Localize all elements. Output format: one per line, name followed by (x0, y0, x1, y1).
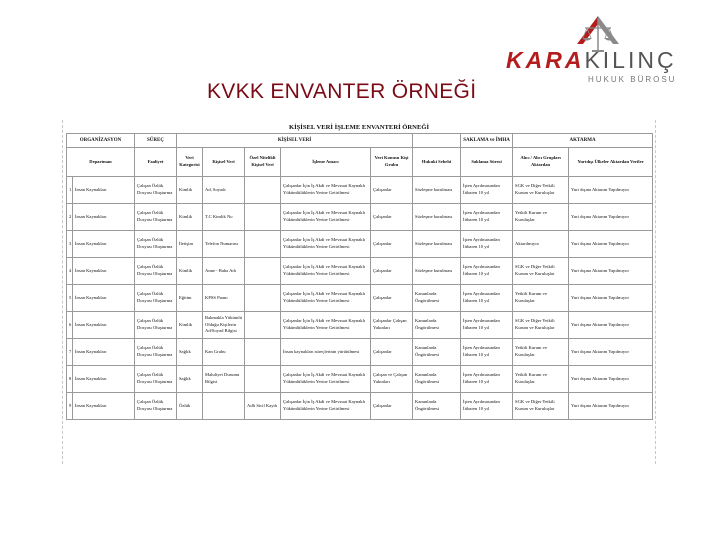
cell-subject-group: Çalışanlar (371, 393, 413, 420)
cell-activity: Çalışan Özlük Dosyası Oluşturma (135, 339, 177, 366)
cell-activity: Çalışan Özlük Dosyası Oluşturma (135, 285, 177, 312)
cell-department: İnsan Kaynakları (73, 231, 135, 258)
cell-abroad: Yurt dışına Aktarım Yapılmıyor (569, 204, 653, 231)
cell-abroad: Yurt dışına Aktarım Yapılmıyor (569, 312, 653, 339)
cell-retention: İşten Ayrılmasından İtibaren 10 yıl (461, 258, 513, 285)
cell-retention: İşten Ayrılmasından İtibaren 10 yıl (461, 339, 513, 366)
table-row (67, 312, 653, 339)
inventory-rows (67, 177, 653, 420)
document-title: KİŞİSEL VERİ İŞLEME ENVANTERİ ÖRNEĞİ (288, 124, 430, 131)
cell-legal-basis: Kanunlarda Öngörülmesi (413, 285, 461, 312)
cell-activity: Çalışan Özlük Dosyası Oluşturma (135, 366, 177, 393)
cell-personal-data: Ad, Soyadı (203, 177, 245, 204)
cell-recipients: Aktarılmıyor (513, 231, 569, 258)
table-row (67, 285, 653, 312)
inventory-table (66, 133, 653, 420)
cell-category: Özlük (177, 393, 203, 420)
cell-subject-group: Çalışanlar (371, 177, 413, 204)
cell-retention: İşten Ayrılmasından İtibaren 10 yıl (461, 204, 513, 231)
cell-retention: İşten Ayrılmasından İtibaren 10 yıl (461, 177, 513, 204)
cell-purpose: Çalışanlar İçin İş Akdi ve Mevzuat Kaynaklı Yükümlülüklerin Yerine Getirilmesi (281, 366, 371, 393)
cell-personal-data: Maluliyet Durumu Bilgisi (203, 366, 245, 393)
cell-category: Sağlık (177, 366, 203, 393)
cell-category: Eğitim (177, 285, 203, 312)
cell-legal-basis: Kanunlarda Öngörülmesi (413, 339, 461, 366)
cell-department: İnsan Kaynakları (73, 285, 135, 312)
col-category: Veri Kategorisi (177, 148, 203, 177)
cell-subject-group: Çalışan ve Çalışan Yakınları (371, 366, 413, 393)
cell-subject-group: Çalışanlar (371, 339, 413, 366)
table-row (67, 204, 653, 231)
kara-kilinc-logo (500, 14, 700, 84)
cell-recipients: Yetkili Kurum ve Kuruluşlar (513, 204, 569, 231)
cell-abroad: Yurt dışına Aktarım Yapılmıyor (569, 339, 653, 366)
cell-category: Kimlik (177, 258, 203, 285)
col-subject-group: Veri Konusu Kişi Grubu (371, 148, 413, 177)
cell-legal-basis: Kanunlarda Öngörülmesi (413, 366, 461, 393)
cell-special-data (245, 312, 281, 339)
cell-special-data (245, 204, 281, 231)
row-number: 9 (67, 393, 73, 420)
group-data: KİŞİSEL VERİ (177, 134, 413, 148)
table-row (67, 393, 653, 420)
row-number: 2 (67, 204, 73, 231)
cell-subject-group: Çalışanlar (371, 204, 413, 231)
col-recipients: Alıcı / Alıcı Grupları Aktarılan (513, 148, 569, 177)
group-storage: SAKLAMA ve İMHA (461, 134, 513, 148)
cell-abroad: Yurt dışına Aktarım Yapılmıyor (569, 393, 653, 420)
group-org: ORGANİZASYON (67, 134, 135, 148)
cell-special-data (245, 177, 281, 204)
row-number: 1 (67, 177, 73, 204)
cell-purpose: Çalışanlar İçin İş Akdi ve Mevzuat Kaynaklı Yükümlülüklerin Yerine Getirilmesi (281, 231, 371, 258)
cell-subject-group: Çalışanlar (371, 285, 413, 312)
col-activity: Faaliyet (135, 148, 177, 177)
cell-legal-basis: Sözleşme kurulması (413, 231, 461, 258)
cell-purpose: Çalışanlar İçin İş Akdi ve Mevzuat Kaynaklı Yükümlülüklerin Yerine Getirilmesi (281, 285, 371, 312)
cell-activity: Çalışan Özlük Dosyası Oluşturma (135, 177, 177, 204)
col-special-data: Özel Nitelikli Kişisel Veri (245, 148, 281, 177)
cell-department: İnsan Kaynakları (73, 339, 135, 366)
cell-recipients: SGK ve Diğer Yetkili Kurum ve Kuruluşlar (513, 312, 569, 339)
cell-department: İnsan Kaynakları (73, 312, 135, 339)
cell-recipients: SGK ve Diğer Yetkili Kurum ve Kuruluşlar (513, 258, 569, 285)
col-legal-basis: Hukuki Sebebi (413, 148, 461, 177)
cell-purpose: Çalışanlar İçin İş Akdi ve Mevzuat Kaynaklı Yükümlülüklerin Yerine Getirilmesi (281, 258, 371, 285)
cell-category: İletişim (177, 231, 203, 258)
cell-personal-data (203, 393, 245, 420)
group-legal-spacer (413, 134, 461, 148)
cell-recipients: Yetkili Kurum ve Kuruluşlar (513, 339, 569, 366)
cell-legal-basis: Kanunlarda Öngörülmesi (413, 312, 461, 339)
table-row (67, 258, 653, 285)
row-number: 4 (67, 258, 73, 285)
group-transfer: AKTARMA (513, 134, 653, 148)
cell-personal-data: KPSS Puanı (203, 285, 245, 312)
col-department: Departman (67, 148, 135, 177)
cell-activity: Çalışan Özlük Dosyası Oluşturma (135, 258, 177, 285)
cell-recipients: Yetkili Kurum ve Kuruluşlar (513, 366, 569, 393)
table-row (67, 177, 653, 204)
cell-category: Kimlik (177, 177, 203, 204)
column-header-row (67, 148, 653, 177)
cell-activity: Çalışan Özlük Dosyası Oluşturma (135, 393, 177, 420)
cell-activity: Çalışan Özlük Dosyası Oluşturma (135, 204, 177, 231)
cell-abroad: Yurt dışına Aktarım Yapılmıyor (569, 285, 653, 312)
logo-wordmark (506, 47, 677, 74)
cell-retention: İşten Ayrılmasından İtibaren 10 yıl (461, 393, 513, 420)
cell-special-data (245, 366, 281, 393)
cell-subject-group: Çalışanlar (371, 258, 413, 285)
cell-legal-basis: Sözleşme kurulması (413, 258, 461, 285)
cell-retention: İşten Ayrılmasından İtibaren 10 yıl (461, 366, 513, 393)
cell-retention: İşten Ayrılmasından İtibaren 10 yıl (461, 312, 513, 339)
cell-abroad: Yurt dışına Aktarım Yapılmıyor (569, 258, 653, 285)
cell-special-data (245, 339, 281, 366)
cell-department: İnsan Kaynakları (73, 177, 135, 204)
cell-subject-group: Çalışanlar (371, 231, 413, 258)
cell-category: Sağlık (177, 339, 203, 366)
table-row (67, 339, 653, 366)
cell-activity: Çalışan Özlük Dosyası Oluşturma (135, 231, 177, 258)
group-header-row (67, 134, 653, 148)
cell-purpose: İnsan kaynakları süreçlerinin yürütülmesi (281, 339, 371, 366)
col-retention: Saklama Süresi (461, 148, 513, 177)
table-row (67, 366, 653, 393)
cell-purpose: Çalışanlar İçin İş Akdi ve Mevzuat Kaynaklı Yükümlülüklerin Yerine Getirilmesi (281, 312, 371, 339)
logo-subtitle: HUKUK BÜROSU (588, 75, 677, 84)
row-number: 7 (67, 339, 73, 366)
cell-department: İnsan Kaynakları (73, 258, 135, 285)
cell-purpose: Çalışanlar İçin İş Akdi ve Mevzuat Kaynaklı Yükümlülüklerin Yerine Getirilmesi (281, 393, 371, 420)
cell-purpose: Çalışanlar İçin İş Akdi ve Mevzuat Kaynaklı Yükümlülüklerin Yerine Getirilmesi (281, 204, 371, 231)
logo-brand-red: KARA (506, 47, 585, 73)
cell-abroad: Yurt dışına Aktarım Yapılmıyor (569, 231, 653, 258)
logo-brand-gray: KILINÇ (584, 47, 677, 73)
table-row (67, 231, 653, 258)
cell-recipients: Yetkili Kurum ve Kuruluşlar (513, 285, 569, 312)
cell-personal-data: Kan Grubu (203, 339, 245, 366)
inventory-document (62, 120, 656, 464)
cell-abroad: Yurt dışına Aktarım Yapılmıyor (569, 177, 653, 204)
group-process: SÜREÇ (135, 134, 177, 148)
cell-legal-basis: Sözleşme kurulması (413, 177, 461, 204)
cell-personal-data: Anne - Baba Adı (203, 258, 245, 285)
row-number: 5 (67, 285, 73, 312)
cell-recipients: SGK ve Diğer Yetkili Kurum ve Kuruluşlar (513, 393, 569, 420)
cell-category: Kimlik (177, 312, 203, 339)
col-purpose: İşleme Amacı (281, 148, 371, 177)
cell-legal-basis: Kanunlarda Öngörülmesi (413, 393, 461, 420)
row-number: 8 (67, 366, 73, 393)
cell-personal-data: T.C Kimlik No (203, 204, 245, 231)
cell-personal-data: Bakmakla Yükümlü Olduğu Kişilerin Ad/Soyad Bilgisi (203, 312, 245, 339)
cell-department: İnsan Kaynakları (73, 366, 135, 393)
col-abroad: Yurtdışı Ülkeler Aktarılan Veriler (569, 148, 653, 177)
cell-purpose: Çalışanlar İçin İş Akdi ve Mevzuat Kaynaklı Yükümlülüklerin Yerine Getirilmesi (281, 177, 371, 204)
cell-department: İnsan Kaynakları (73, 204, 135, 231)
cell-special-data (245, 285, 281, 312)
row-number: 6 (67, 312, 73, 339)
cell-subject-group: Çalışanlar Çalışan Yakınları (371, 312, 413, 339)
cell-activity: Çalışan Özlük Dosyası Oluşturma (135, 312, 177, 339)
cell-recipients: SGK ve Diğer Yetkili Kurum ve Kuruluşlar (513, 177, 569, 204)
col-personal-data: Kişisel Veri (203, 148, 245, 177)
row-number: 3 (67, 231, 73, 258)
slide-title: KVKK ENVANTER ÖRNEĞİ (207, 80, 477, 103)
cell-legal-basis: Sözleşme kurulması (413, 204, 461, 231)
cell-category: Kimlik (177, 204, 203, 231)
cell-retention: İşten Ayrılmasından İtibaren 10 yıl (461, 285, 513, 312)
cell-personal-data: Telefon Numarası (203, 231, 245, 258)
cell-special-data: Adli Sicil Kaydı (245, 393, 281, 420)
cell-retention: İşten Ayrılmasından İtibaren 10 yıl (461, 231, 513, 258)
cell-abroad: Yurt dışına Aktarım Yapılmıyor (569, 366, 653, 393)
cell-special-data (245, 231, 281, 258)
cell-department: İnsan Kaynakları (73, 393, 135, 420)
cell-special-data (245, 258, 281, 285)
